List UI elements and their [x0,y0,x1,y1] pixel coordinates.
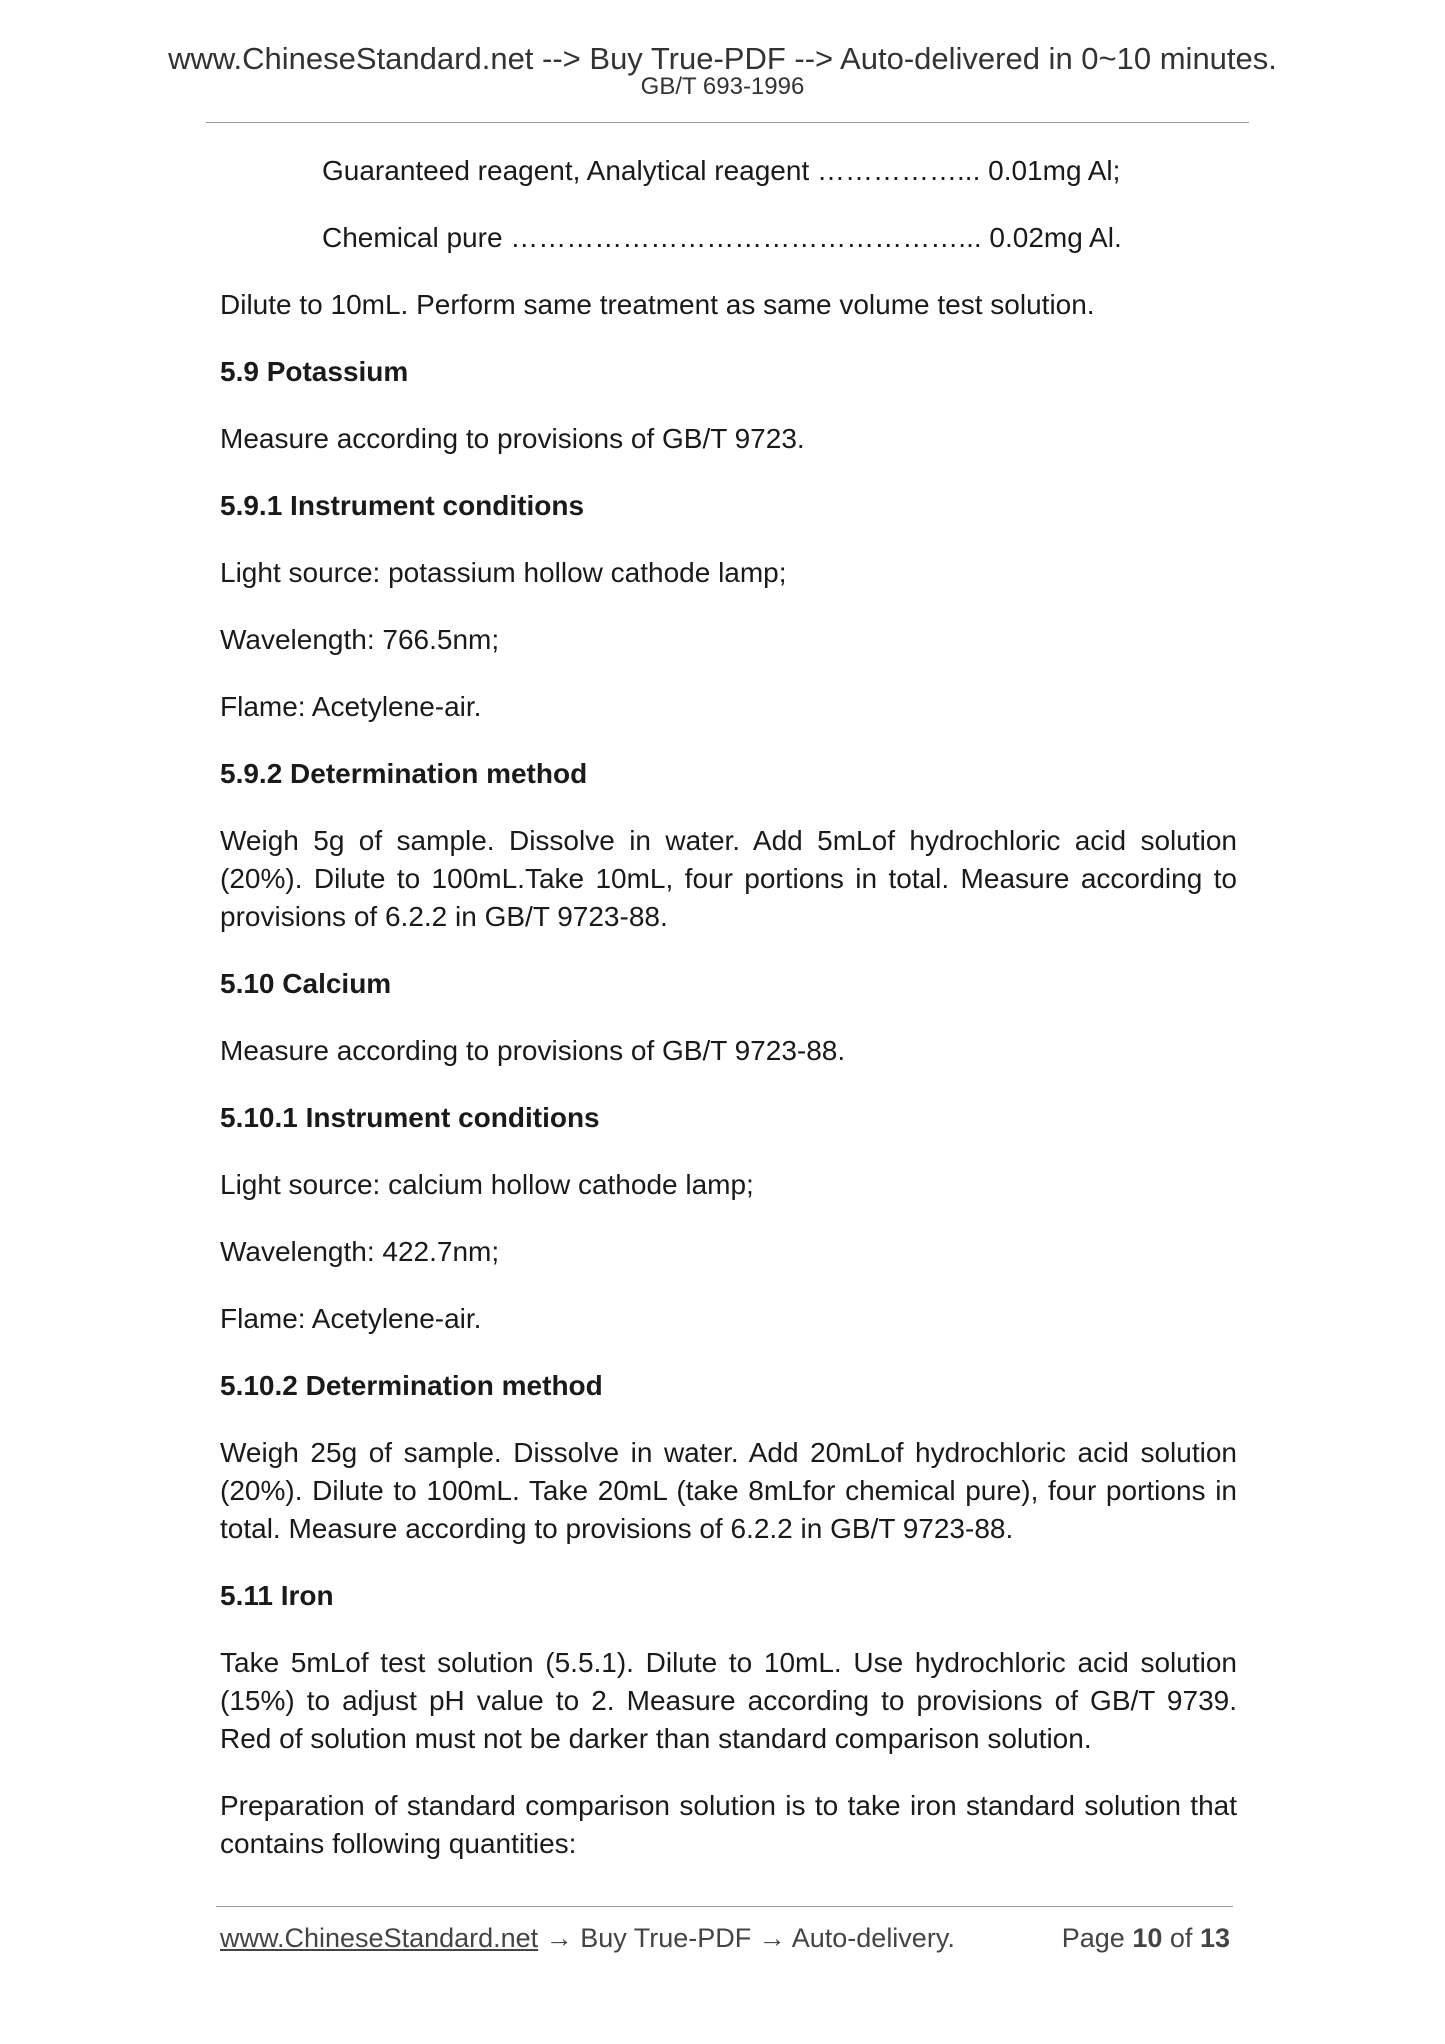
footer-site-link[interactable]: www.ChineseStandard.net [220,1923,539,1953]
paragraph: Take 5mLof test solution (5.5.1). Dilute to 10mL. Use hydrochloric acid solution (15%) to adjust pH value to 2. Measure according to provisions of GB/T 9739. Red of solution must not be darker than standard comparison solution. [220,1647,1237,1754]
reagent-grade-line: Guaranteed reagent, Analytical reagent ……………... 0.01mg Al; [322,155,1121,186]
section-heading: 5.10.2 Determination method [220,1370,603,1401]
page-label: Page [1061,1923,1125,1953]
section-heading: 5.9.2 Determination method [220,758,588,789]
section-heading: 5.9 Potassium [220,356,409,387]
paragraph: Wavelength: 766.5nm; [220,624,500,655]
section-heading: 5.10.1 Instrument conditions [220,1102,600,1133]
chemical-pure-line: Chemical pure …………………………………………... 0.02mg Al. [322,222,1122,253]
footer-divider [216,1906,1233,1907]
site-banner: www.ChineseStandard.net --> Buy True-PDF --> Auto-delivered in 0~10 minutes. [168,41,1277,76]
paragraph: Dilute to 10mL. Perform same treatment as same volume test solution. [220,289,1095,320]
paragraph: Flame: Acetylene-air. [220,1303,482,1334]
section-heading: 5.10 Calcium [220,968,392,999]
paragraph: Flame: Acetylene-air. [220,691,482,722]
footer-promo [220,1920,955,1956]
page-number: 10 [1132,1923,1163,1953]
page-total: 13 [1199,1923,1230,1953]
paragraph: Light source: calcium hollow cathode lamp; [220,1169,754,1200]
page-indicator [1062,1920,1230,1956]
paragraph: Wavelength: 422.7nm; [220,1236,500,1267]
paragraph: Light source: potassium hollow cathode lamp; [220,557,787,588]
header-divider [206,122,1249,123]
footer-tagline: → Buy True-PDF → Auto-delivery. [538,1923,955,1953]
document-body [220,152,1237,1892]
paragraph: Weigh 25g of sample. Dissolve in water. Add 20mLof hydrochloric acid solution (20%). Dilute to 100mL. Take 20mL (take 8mLfor chemical pure), four portions in total. Measure according to provisions of 6.2.2 in GB/T 9723-88. [220,1437,1237,1544]
paragraph: Weigh 5g of sample. Dissolve in water. Add 5mLof hydrochloric acid solution (20%). Dilute to 100mL.Take 10mL, four portions in total. Measure according to provisions of 6.2.2 in GB/T 9723-88. [220,825,1237,932]
of-label: of [1169,1923,1193,1953]
section-heading: 5.11 Iron [220,1580,334,1611]
paragraph: Measure according to provisions of GB/T 9723-88. [220,1035,846,1066]
paragraph: Preparation of standard comparison solution is to take iron standard solution that contains following quantities: [220,1790,1237,1859]
section-heading: 5.9.1 Instrument conditions [220,490,585,521]
paragraph: Measure according to provisions of GB/T 9723. [220,423,805,454]
document-code: GB/T 693-1996 [640,73,805,100]
